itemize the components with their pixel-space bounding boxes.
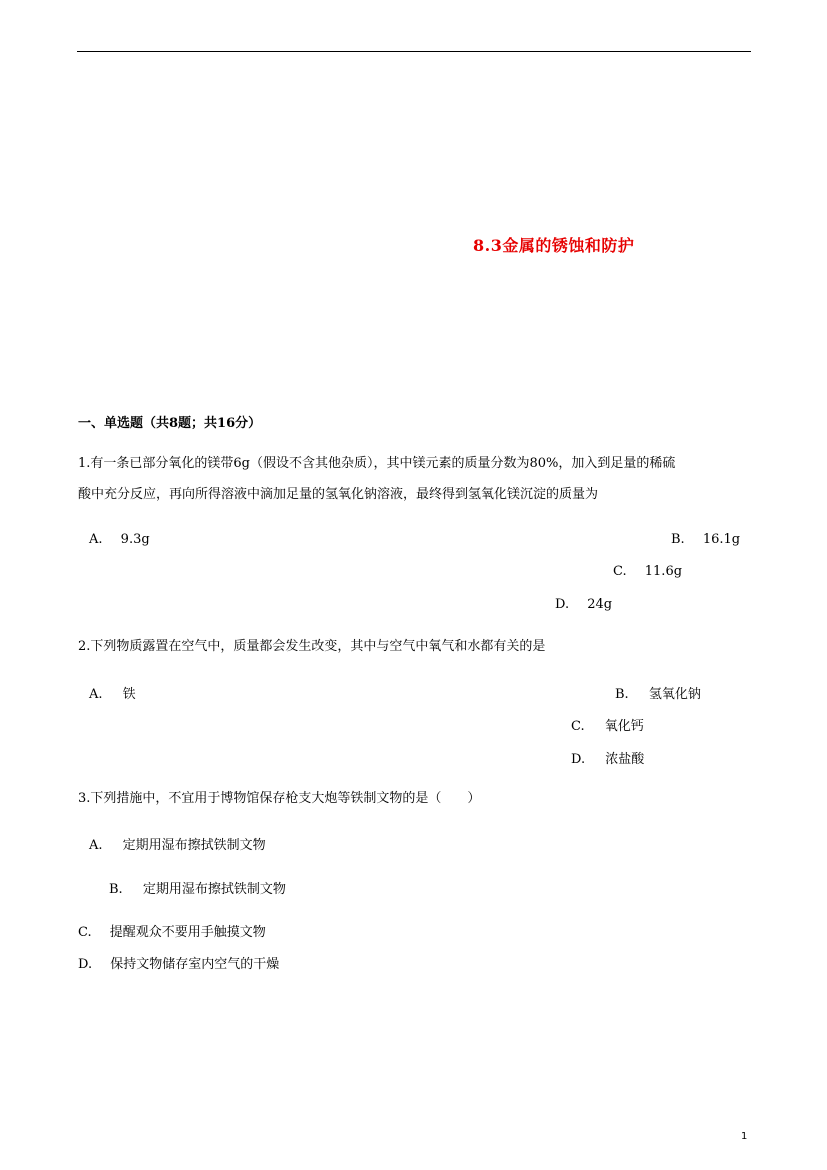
question-2-option-b[interactable]	[615, 683, 701, 702]
option-text: 定期用湿布擦拭铁制文物	[142, 882, 286, 897]
section-title: 一、单选题（共8题；共16分）	[78, 416, 262, 431]
question-1-option-d[interactable]	[555, 597, 612, 612]
option-letter: A.	[89, 838, 103, 853]
option-letter: B.	[615, 687, 629, 702]
question-1-option-c[interactable]	[613, 564, 682, 579]
question-1-line-1: 1.有一条已部分氧化的镁带6g（假设不含其他杂质），其中镁元素的质量分数为80%，加入到足量的稀硫	[78, 456, 676, 471]
option-text: 保持文物储存室内空气的干燥	[110, 957, 280, 972]
option-text: 24g	[587, 597, 613, 612]
header-rule	[77, 51, 751, 52]
question-3-option-c[interactable]	[78, 921, 266, 940]
question-1-option-a[interactable]	[89, 532, 150, 547]
option-letter: C.	[78, 925, 92, 940]
option-letter: D.	[555, 597, 570, 612]
question-3-line-1: 3.下列措施中，不宜用于博物馆保存枪支大炮等铁制文物的是（ ）	[78, 791, 481, 806]
question-2-option-a[interactable]	[89, 683, 136, 702]
option-text: 铁	[122, 687, 136, 702]
question-2-option-d[interactable]	[571, 748, 644, 767]
option-letter: C.	[571, 719, 585, 734]
document-title: 8.3金属的锈蚀和防护	[473, 236, 635, 255]
option-text: 11.6g	[644, 564, 683, 579]
question-2-line-1: 2.下列物质露置在空气中，质量都会发生改变，其中与空气中氧气和水都有关的是	[78, 639, 546, 654]
option-text: 定期用湿布擦拭铁制文物	[122, 838, 266, 853]
question-3-option-a[interactable]	[89, 834, 266, 853]
page-number: 1	[741, 1131, 748, 1142]
option-letter: C.	[613, 564, 627, 579]
option-text: 提醒观众不要用手触摸文物	[109, 925, 266, 940]
option-letter: A.	[89, 687, 103, 702]
question-2-option-c[interactable]	[571, 715, 644, 734]
option-letter: D.	[571, 752, 586, 767]
option-text: 浓盐酸	[605, 752, 645, 767]
option-text: 氢氧化钠	[648, 687, 701, 702]
option-text: 氧化钙	[604, 719, 644, 734]
option-letter: B.	[109, 882, 123, 897]
option-letter: D.	[78, 957, 93, 972]
option-text: 16.1g	[702, 532, 741, 547]
question-3-option-d[interactable]	[78, 953, 279, 972]
option-letter: B.	[671, 532, 685, 547]
option-text: 9.3g	[120, 532, 150, 547]
option-letter: A.	[89, 532, 103, 547]
question-1-option-b[interactable]	[671, 532, 740, 547]
question-1-line-2: 酸中充分反应，再向所得溶液中滴加足量的氢氧化钠溶液，最终得到氢氧化镁沉淀的质量为	[78, 487, 599, 502]
question-3-option-b[interactable]	[109, 878, 286, 897]
